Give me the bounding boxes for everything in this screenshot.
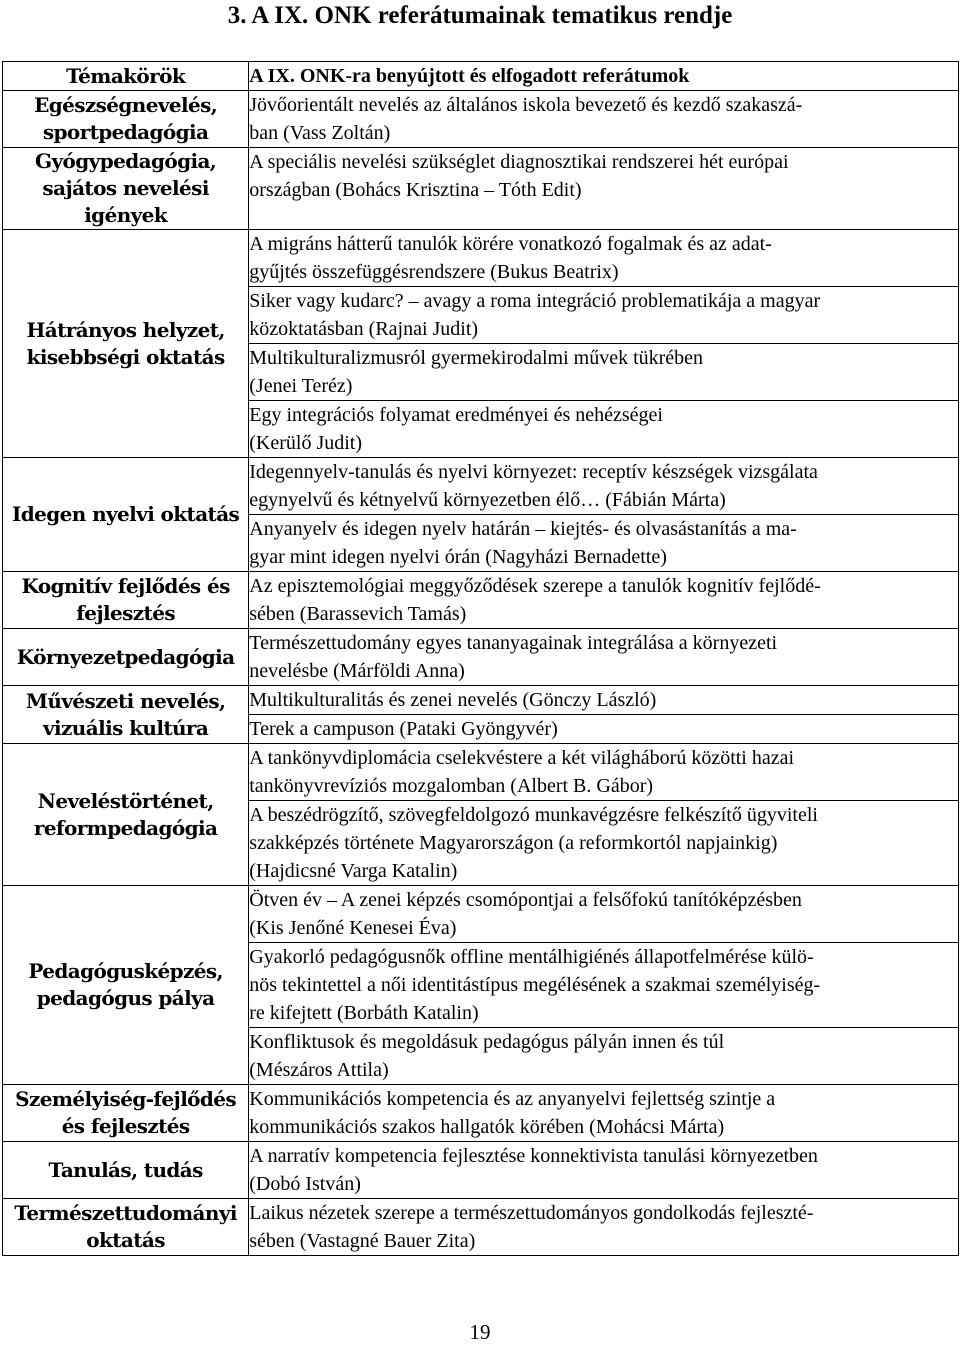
topic-line: fejlesztés (76, 601, 175, 625)
paper-line: (Jenei Teréz) (249, 375, 353, 397)
page-number: 19 (469, 1320, 491, 1344)
topic-line: Hátrányos helyzet, (26, 317, 225, 342)
paper-line: ban (Vass Zoltán) (249, 122, 391, 144)
topic-line: Neveléstörténet, (37, 788, 214, 813)
topic-line: Pedagógusképzés, (28, 959, 223, 983)
paper-cell (249, 344, 959, 401)
paper-line: Egy integrációs folyamat eredményei és nehézségei (249, 404, 663, 426)
topic-line: Tanulás, tudás (48, 1157, 203, 1182)
topic-cell (3, 686, 249, 744)
paper-line: (Dobó István) (249, 1173, 361, 1195)
paper-line: A migráns hátterű tanulók körére vonatkozó fogalmak és az adat- (249, 233, 772, 255)
topic-line: Személyiség-fejlődés (15, 1087, 237, 1111)
paper-cell (249, 515, 959, 572)
topic-cell (3, 1199, 249, 1256)
topic-cell (3, 458, 249, 572)
paper-line: Természettudomány egyes tananyagainak integrálása a környezeti (249, 632, 778, 654)
paper-cell (249, 686, 959, 715)
paper-cell (249, 1028, 959, 1085)
table-row (3, 1142, 959, 1199)
paper-line: sében (Barassevich Tamás) (249, 603, 467, 625)
table-row (3, 458, 959, 515)
paper-cell (249, 572, 959, 629)
topic-line: Művészeti nevelés, (25, 688, 226, 713)
topic-line: Idegen nyelvi oktatás (12, 502, 240, 526)
topic-line: reformpedagógia (33, 815, 218, 840)
paper-line: Siker vagy kudarc? – avagy a roma integráció problematikája a magyar (249, 290, 821, 312)
topic-cell (3, 886, 249, 1085)
topic-line: igények (84, 203, 168, 227)
paper-cell (249, 629, 959, 686)
topic-line: Természettudományi (14, 1201, 237, 1225)
topic-line: kisebbségi oktatás (26, 344, 225, 369)
paper-line: A beszédrögzítő, szövegfeldolgozó munkavégzésre felkészítő ügyviteli (249, 804, 818, 826)
paper-line: sében (Vastagné Bauer Zita) (249, 1230, 476, 1252)
paper-line: Anyanyelv és idegen nyelv határán – kiejtés- és olvasástanítás a ma- (249, 518, 797, 540)
topic-line: oktatás (86, 1228, 165, 1252)
topic-line: Gyógypedagógia, (35, 149, 217, 173)
table-row (3, 230, 959, 287)
topics-table (2, 61, 959, 1256)
table-row (3, 572, 959, 629)
paper-line: Kommunikációs kompetencia és az anyanyelvi fejlettség szintje a (249, 1088, 776, 1110)
topic-line: és fejlesztés (61, 1114, 190, 1138)
paper-line: országban (Bohács Krisztina – Tóth Edit) (249, 179, 582, 201)
topic-cell (3, 1142, 249, 1199)
topics-table-body (3, 62, 959, 1256)
paper-line: nös tekintettel a női identitástípus megélésének a szakmai személyiség- (249, 974, 821, 996)
paper-line: közoktatásban (Rajnai Judit) (249, 318, 479, 340)
topic-cell (3, 629, 249, 686)
paper-cell (249, 715, 959, 744)
paper-line: kommunikációs szakos hallgatók körében (Mohácsi Márta) (249, 1116, 725, 1138)
table-row (3, 1085, 959, 1142)
table-row (3, 744, 959, 801)
paper-line: (Mészáros Attila) (249, 1059, 389, 1081)
topic-cell (3, 744, 249, 886)
paper-line: Terek a campuson (Pataki Gyöngyvér) (249, 718, 558, 740)
topic-line: sajátos nevelési (42, 176, 209, 200)
paper-line: szakképzés története Magyarországon (a reformkortól napjainkig) (249, 832, 778, 854)
paper-line: Multikulturalizmusról gyermekirodalmi művek tükrében (249, 347, 704, 369)
header-topic-cell: Témakörök (3, 62, 249, 91)
topic-line: sportpedagógia (42, 120, 209, 144)
paper-line: Gyakorló pedagógusnők offline mentálhigiénés állapotfelmérése külö- (249, 946, 814, 968)
paper-line: (Kis Jenőné Kenesei Éva) (249, 917, 457, 939)
paper-line: egynyelvű és kétnyelvű környezetben élő… (Fábián Márta) (249, 489, 726, 511)
paper-line: A tankönyvdiplomácia cselekvéstere a két világháború közötti hazai (249, 747, 795, 769)
page-title: 3. A IX. ONK referátumainak tematikus rendje (227, 2, 733, 29)
paper-cell (249, 1142, 959, 1199)
table-row (3, 686, 959, 715)
table-row (3, 91, 959, 148)
paper-line: A speciális nevelési szükséglet diagnosztikai rendszerei hét európai (249, 151, 789, 173)
paper-cell (249, 91, 959, 148)
topic-line: Környezetpedagógia (16, 644, 235, 669)
paper-cell (249, 458, 959, 515)
topic-line: Egészségnevelés, (34, 93, 218, 117)
paper-cell (249, 943, 959, 1028)
topic-cell (3, 572, 249, 629)
paper-cell (249, 287, 959, 344)
topic-cell (3, 230, 249, 458)
paper-cell (249, 801, 959, 886)
topic-line: vizuális kultúra (43, 715, 209, 740)
paper-line: gyar mint idegen nyelvi órán (Nagyházi Bernadette) (249, 546, 667, 568)
paper-line: Konfliktusok és megoldásuk pedagógus pályán innen és túl (249, 1031, 725, 1053)
paper-line: Multikulturalitás és zenei nevelés (Gönczy László) (249, 689, 657, 711)
paper-cell (249, 1199, 959, 1256)
paper-line: (Kerülő Judit) (249, 432, 363, 454)
table-row (3, 886, 959, 943)
table-header-row (3, 62, 959, 91)
table-row (3, 1199, 959, 1256)
paper-cell (249, 230, 959, 287)
paper-line: A narratív kompetencia fejlesztése konnektivista tanulási környezetben (249, 1145, 818, 1167)
table-row (3, 148, 959, 230)
paper-line: Idegennyelv-tanulás és nyelvi környezet: receptív készségek vizsgálata (249, 461, 818, 483)
topic-cell (3, 1085, 249, 1142)
paper-cell (249, 744, 959, 801)
paper-line: gyűjtés összefüggésrendszere (Bukus Beatrix) (249, 261, 619, 283)
paper-line: nevelésbe (Márföldi Anna) (249, 660, 465, 682)
paper-line: Jövőorientált nevelés az általános iskola bevezető és kezdő szakaszá- (249, 94, 803, 116)
paper-line: (Hajdicsné Varga Katalin) (249, 860, 458, 882)
table-row (3, 629, 959, 686)
paper-line: Az episztemológiai meggyőződések szerepe a tanulók kognitív fejlődé- (249, 575, 821, 597)
paper-cell (249, 148, 959, 230)
topic-line: Kognitív fejlődés és (21, 574, 230, 598)
paper-cell (249, 401, 959, 458)
paper-line: re kifejtett (Borbáth Katalin) (249, 1002, 479, 1024)
header-papers-cell: A IX. ONK-ra benyújtott és elfogadott referátumok (249, 62, 959, 91)
paper-cell (249, 886, 959, 943)
paper-cell (249, 1085, 959, 1142)
topic-cell (3, 91, 249, 148)
topic-cell (3, 148, 249, 230)
paper-line: Ötven év – A zenei képzés csomópontjai a felsőfokú tanítóképzésben (249, 889, 802, 911)
paper-line: Laikus nézetek szerepe a természettudományos gondolkodás fejleszté- (249, 1202, 814, 1224)
paper-line: tankönyvrevíziós mozgalomban (Albert B. Gábor) (249, 775, 654, 797)
topic-line: pedagógus pálya (36, 986, 215, 1010)
